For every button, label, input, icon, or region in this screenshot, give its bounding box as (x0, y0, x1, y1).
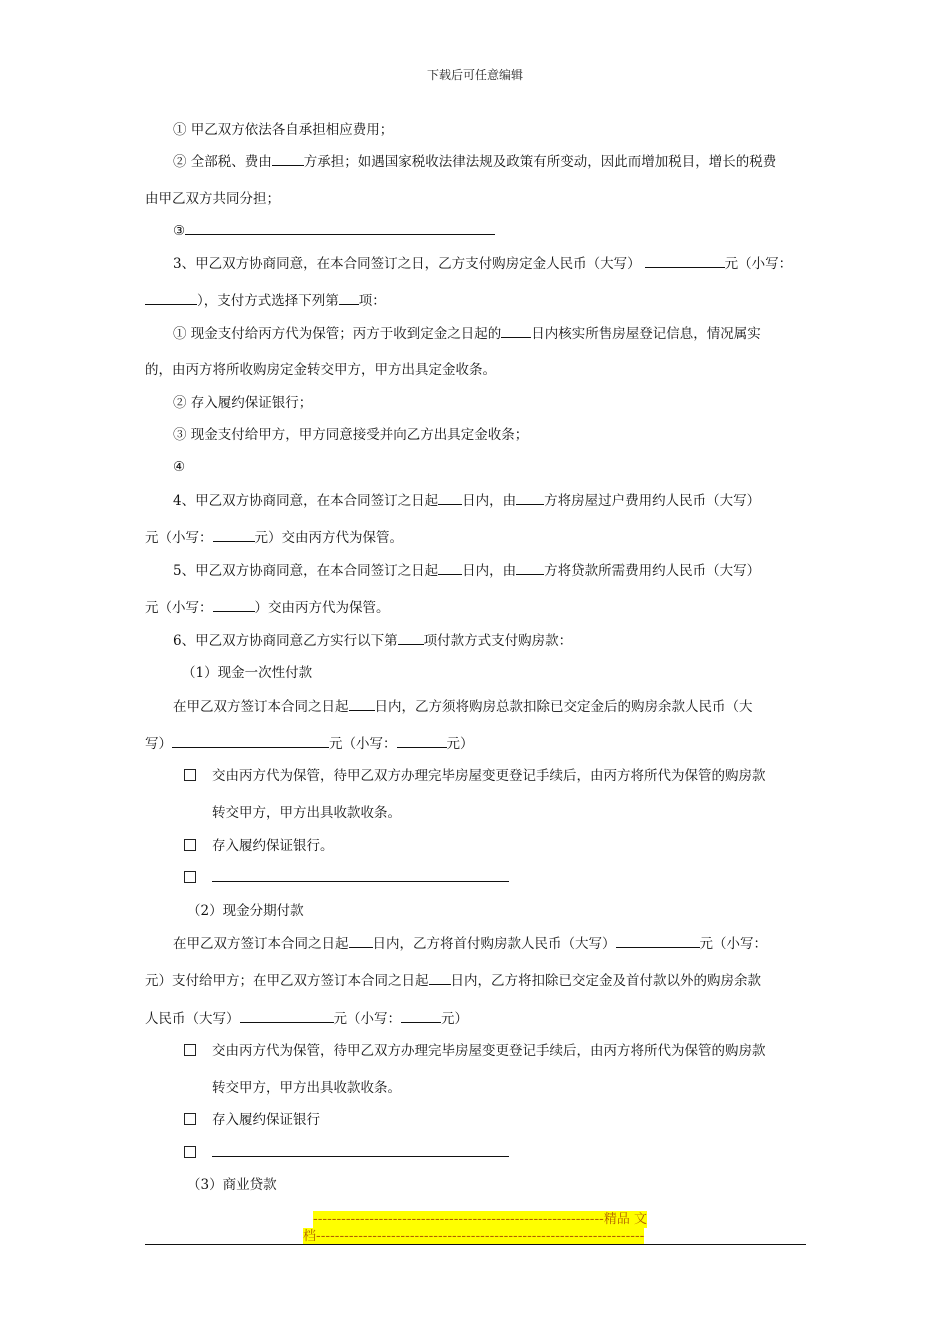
clause-line: 的，由丙方将所收购房定金转交甲方，甲方出具定金收条。 (145, 362, 496, 378)
clause-line: 6、甲乙双方协商同意乙方实行以下第 项付款方式支付购房款： (173, 633, 573, 649)
clause-line: 元（小写： ）交由丙方代为保管。 (145, 600, 390, 616)
footer-banner-line1: --------------------------------------------------------------精品 文 (313, 1212, 647, 1227)
checkbox-option: 存入履约保证银行 (184, 1111, 320, 1129)
clause-line: ③ 现金支付给甲方，甲方同意接受并向乙方出具定金收条； (173, 427, 529, 443)
clause-line: ），支付方式选择下列第 项： (145, 291, 386, 310)
blank-field[interactable] (501, 324, 531, 338)
blank-field[interactable] (516, 491, 544, 505)
blank-field[interactable] (185, 221, 495, 235)
clause-line: 4、甲乙双方协商同意，在本合同签订之日起 日内，由 方将房屋过户费用约人民币（大写） (173, 493, 761, 509)
clause-line: 在甲乙双方签订本合同之日起 日内，乙方将首付购房款人民币（大写） 元（小写： (173, 936, 767, 952)
blank-field[interactable] (339, 291, 359, 305)
blank-field[interactable] (401, 1009, 441, 1023)
checkbox[interactable] (184, 1113, 196, 1125)
blank-field[interactable] (145, 291, 197, 305)
checkbox-option (184, 1143, 509, 1162)
checkbox-option: 交由丙方代为保管，待甲乙双方办理完毕房屋变更登记手续后，由丙方将所代为保管的购房款 (184, 767, 766, 785)
section-heading: （1）现金一次性付款 (182, 665, 313, 681)
clause-line: ① 甲乙双方依法各自承担相应费用； (173, 122, 394, 138)
section-heading: （3）商业贷款 (187, 1177, 277, 1193)
clause-line: 在甲乙双方签订本合同之日起 日内，乙方须将购房总款扣除已交定金后的购房余款人民币（大 (173, 699, 753, 715)
blank-field[interactable] (645, 254, 725, 268)
clause-line: 转交甲方，甲方出具收款收条。 (212, 1080, 401, 1096)
blank-field[interactable] (349, 934, 373, 948)
blank-field[interactable] (398, 631, 424, 645)
checkbox[interactable] (184, 769, 196, 781)
checkbox-option: 存入履约保证银行。 (184, 837, 334, 855)
footer-banner-line2: 档---------------------------------------------------------------------- (303, 1229, 645, 1244)
blank-field[interactable] (272, 152, 304, 166)
checkbox-option: 交由丙方代为保管，待甲乙双方办理完毕房屋变更登记手续后，由丙方将所代为保管的购房款 (184, 1042, 766, 1060)
blank-field[interactable] (213, 528, 255, 542)
blank-field[interactable] (438, 561, 462, 575)
clause-line: ② 存入履约保证银行； (173, 395, 313, 411)
clause-line: ④ (173, 459, 186, 475)
clause-line: 人民币（大写） 元（小写： 元） (145, 1011, 468, 1027)
blank-field[interactable] (516, 561, 544, 575)
blank-field[interactable] (438, 491, 462, 505)
blank-field[interactable] (397, 734, 447, 748)
clause-line: 由甲乙双方共同分担； (145, 191, 280, 207)
blank-field[interactable] (240, 1009, 334, 1023)
clause-line: ① 现金支付给丙方代为保管；丙方于收到定金之日起的 日内核实所售房屋登记信息，情况属实 (173, 326, 761, 342)
checkbox[interactable] (184, 1044, 196, 1056)
checkbox[interactable] (184, 1146, 196, 1158)
blank-field[interactable] (349, 697, 375, 711)
clause-line: 5、甲乙双方协商同意，在本合同签订之日起 日内，由 方将贷款所需费用约人民币（大写） (173, 563, 761, 579)
checkbox[interactable] (184, 871, 196, 883)
blank-field[interactable] (213, 598, 255, 612)
blank-field[interactable] (616, 934, 700, 948)
clause-line: 3、甲乙双方协商同意，在本合同签订之日，乙方支付购房定金人民币（大写） 元（小写： (173, 256, 793, 272)
blank-field[interactable] (429, 971, 451, 985)
clause-line: 转交甲方，甲方出具收款收条。 (212, 805, 401, 821)
clause-line: 元）支付给甲方；在甲乙双方签订本合同之日起 日内，乙方将扣除已交定金及首付款以外的购房余款 (145, 973, 761, 989)
clause-line: 写） 元（小写： 元） (145, 736, 474, 752)
clause-line: 元（小写： 元）交由丙方代为保管。 (145, 530, 403, 546)
blank-field[interactable] (212, 868, 509, 882)
checkbox[interactable] (184, 839, 196, 851)
section-heading: （2）现金分期付款 (187, 903, 304, 919)
blank-field[interactable] (172, 734, 329, 748)
checkbox-option (184, 868, 509, 887)
clause-line: ③ (173, 221, 495, 240)
page-header: 下载后可任意编辑 (426, 68, 523, 82)
blank-field[interactable] (212, 1143, 509, 1157)
clause-line: ② 全部税、费由 方承担；如遇国家税收法律法规及政策有所变动，因此而增加税目，增长的税费 (173, 154, 777, 170)
footer-divider (145, 1244, 806, 1245)
